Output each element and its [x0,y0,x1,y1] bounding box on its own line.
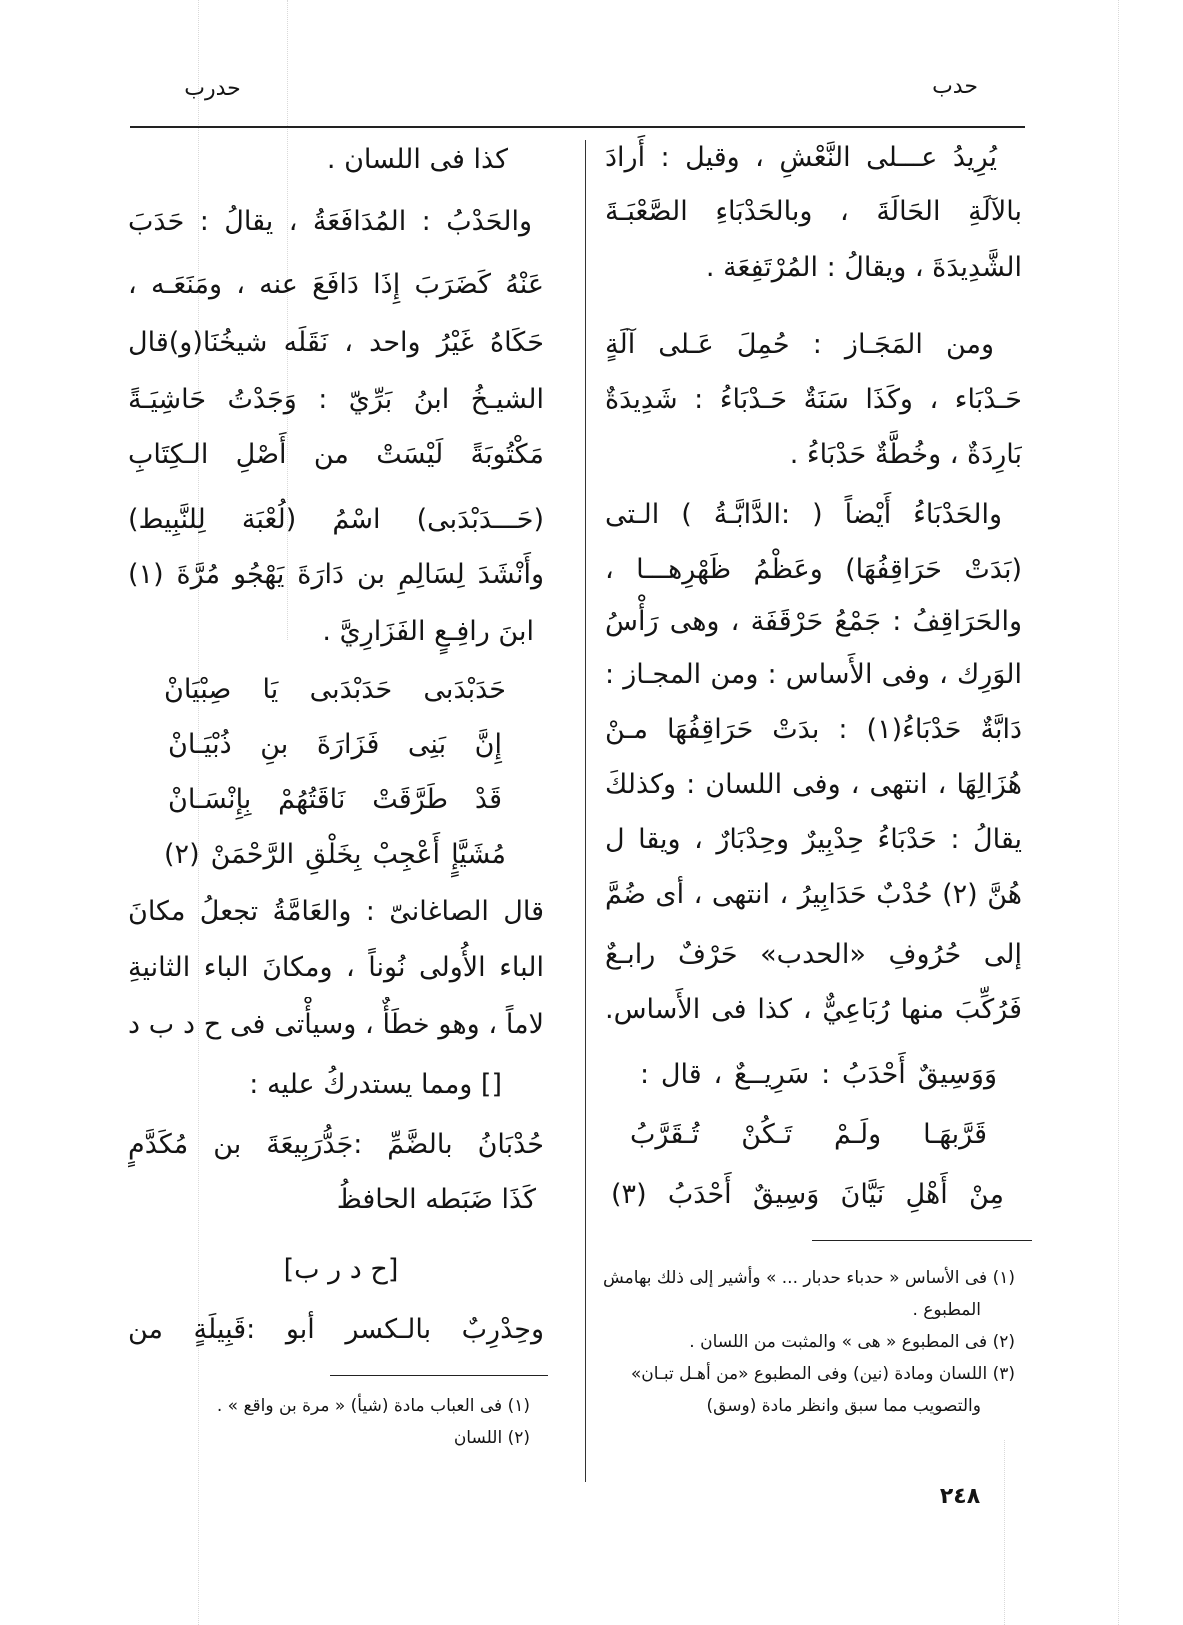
text-line: والحَدْبُ : المُدَافَعَةُ ، يقالُ : حَدَبَ [128,206,532,237]
text-line: بالآلَةِ الحَالَةَ ، وبالحَدْبَاءِ الصَّعْبَـةَ [605,196,1022,227]
text-line: الشيـخُ ابنُ بَرِّيّ : وَجَدْتُ حَاشِيَـةً [128,384,544,415]
text-line: كَذَا ضَبَطه الحافظُ [336,1184,536,1215]
text-line: وحِدْرِبٌ بالـكسر أبو :قَبِيلَةٍ من [128,1314,544,1345]
footnote: (٢) فى المطبوع « هى » والمثبت من اللسان . [689,1332,1015,1352]
text-line: هُزَالِهَا ، انتهى ، وفى اللسان : وكذلكَ [605,769,1022,800]
text-line: حَـدْبَاء ، وكَذَا سَنَةٌ حَـدْبَاءُ : شَدِيدَةٌ [605,384,1022,415]
text-line: (بَدَتْ حَرَاقِفُهَا) وعَظْمُ ظَهْرِهـــا ، [605,554,1022,585]
footnote: (٢) اللسان [453,1428,530,1448]
page-number: ٢٤٨ [939,1484,981,1509]
text-line: إلى حُرُوفِ «الحدب» حَرْفٌ رابـعٌ [605,939,1022,970]
verse-line: قَدْ طَرَّقَتْ نَاقَتُهُمْ بِإِنْسَـانْ [168,784,502,815]
text-line: فَرُكِّبَ منها رُبَاعِيٌّ ، كذا فى الأَساس. [605,994,1022,1025]
right-column [605,0,1022,1230]
text-line: يقالُ : حَدْبَاءُ حِدْبِيرٌ وحِدْبَارٌ ، ويقا ل [605,824,1022,855]
text-line: كذا فى اللسان . [326,144,508,175]
text-line: حُدْبَانُ بالضَّمِّ :جَدُّرَبِيعَةَ بن مُكَدَّمٍ [128,1129,544,1160]
left-column [128,0,544,1370]
text-line: والحَرَاقِفُ : جَمْعُ حَرْقَفَة ، وهى رَأْسُ [605,606,1022,637]
text-line: قال الصاغانىّ : والعَامَّةُ تجعلُ مكانَ [128,896,544,927]
text-line: يُرِيدُ عـــلى النَّعْشِ ، وقيل : أَرادَ [605,142,997,173]
scan-artifact [1004,1440,1005,1625]
text-line: (حَـــدَبْدَبى) اسْمُ (لُعْبَة لِلنَّبِيط) [128,504,544,535]
text-line: عَنْهُ كَضَرَبَ إِذَا دَافَعَ عنه ، ومَنَعَـه ، [128,269,544,300]
verse-line: قَرَّبهَـا ولَـمْ تَـكُنْ تُـقَرَّبُ [630,1119,987,1150]
footnotes-right [600,1262,1015,1422]
text-line: هُنَّ (٢) حُدْبٌ حَدَابِيرُ ، انتهى ، أى ضُمَّ [605,879,1022,910]
text-line: [] ومما يستدركُ عليه : [249,1069,502,1100]
text-line: الشَّدِيدَةَ ، ويقالُ : المُرْتَفِعَة . [705,252,1022,283]
text-line: لاماً ، وهو خطَأٌ ، وسيأْتى فى ح د ب د [128,1009,544,1040]
text-line: ابنَ رافِـعٍ الفَزَارِيَّ . [322,616,534,647]
column-divider [585,140,586,1482]
verse-line: مُشَيَّإٍ أَعْجِبْ بِخَلْقِ الرَّحْمَنْ (٢) [164,839,506,870]
text-line: الوَرِك ، وفى الأَساس : ومن المجـاز : [605,659,1022,690]
verse-line: مِنْ أَهْلِ نَيَّانَ وَسِيقٌ أَحْدَبُ (٣) [611,1179,1004,1210]
text-line: مَكْتُوبَةً لَيْسَتْ من أَصْلِ الـكِتَابِ [128,439,544,470]
footnote: (١) فى الأساس « حدباء حدبار ... » وأشير إلى ذلك بهامش المطبوع . [602,1268,1015,1320]
footnote: (٣) اللسان ومادة (نين) وفى المطبوع «من أهـل تبـان» والتصويب مما سبق وانظر مادة (وسق) [630,1364,1015,1416]
text-line: دَابَّةٌ حَدْبَاءُ(١) : بدَتْ حَرَاقِفُهَا مـنْ [605,714,1022,745]
text-line: وَوَسِيقٌ أَحْدَبُ : سَرِيــعٌ ، قال : [640,1059,997,1090]
footnotes-left [170,1390,530,1454]
text-line: الباء الأُولى نُوناً ، ومكانَ الباء الثانيةِ [128,952,544,983]
scan-artifact [1118,0,1119,1625]
text-line: بَارِدَةٌ ، وخُطَّةٌ حَدْبَاءُ . [789,439,1022,470]
text-line: ومن المَجَـاز : حُمِلَ عَـلى آلَةٍ [605,329,994,360]
text-line: وأَنْشَدَ لِسَالِمِ بن دَارَةَ يَهْجُو مُرَّةَ (١) [128,559,544,590]
text-line: والحَدْبَاءُ أَيْضاً ( :الدَّابَّـةُ ) الـتى [605,499,1002,530]
verse-line: إِنَّ بَنِى فَزَارَةَ بنِ ذُبْيَـانْ [168,729,502,760]
footnote: (١) فى العباب مادة (شيأ) « مرة بن واقع » . [216,1396,530,1416]
footnote-rule [812,1240,1032,1241]
running-head-left: حدرب [184,76,241,101]
entry-heading: [ح د ر ب] [283,1254,399,1285]
footnote-rule [330,1375,548,1376]
text-line: حَكَاهُ غَيْرُ واحد ، نَقَلَه شيخُنَا(و)قال [128,327,544,358]
running-head-right: حدب [932,74,978,99]
verse-line: حَدَبْدَبى حَدَبْدَبى يَا صِبْيَانْ [164,674,506,705]
